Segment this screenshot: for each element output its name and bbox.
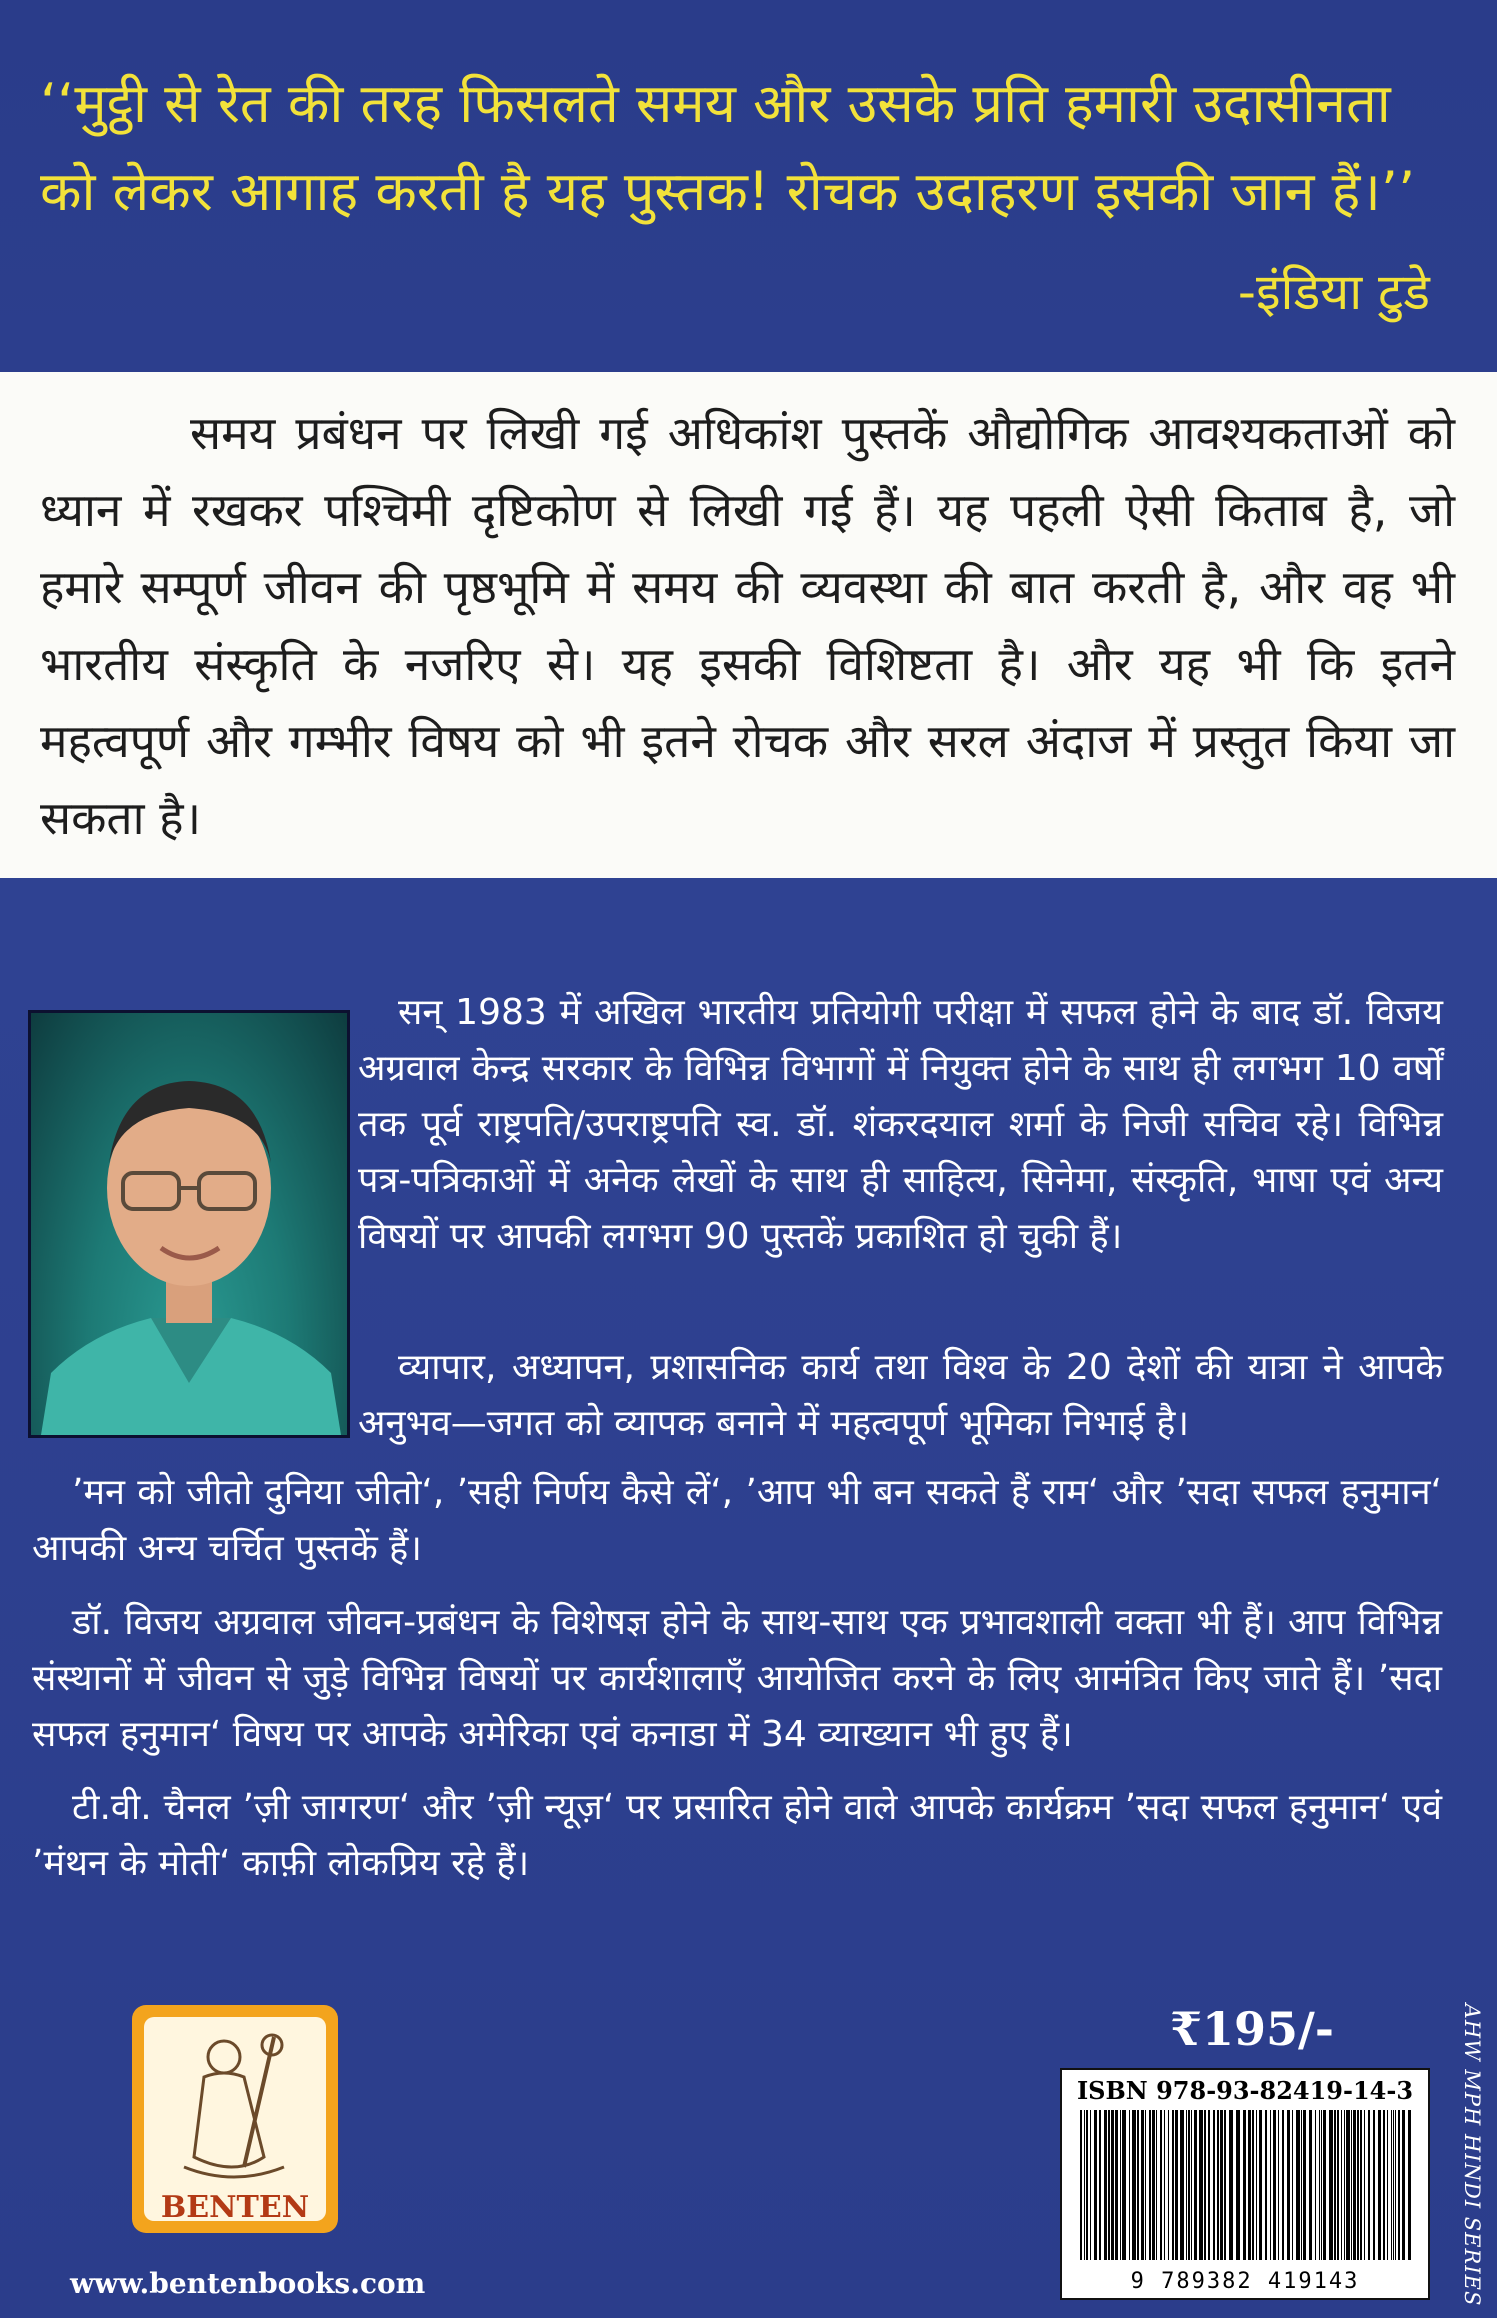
publisher-website: www.bentenbooks.com <box>70 2267 426 2300</box>
publisher-name: BENTEN <box>160 2190 310 2225</box>
isbn-label: ISBN 978-93-82419-14-3 <box>1076 2076 1414 2105</box>
author-bio-paragraph-5: टी.वी. चैनल ’ज़ी जागरण‘ और ’ज़ी न्यूज़‘ पर प्रसारित होने वाले आपके कार्यक्रम ’सदा सफल हनुमान‘ एवं ’मंथन के मोती‘ काफ़ी लोकप्रिय रहे हैं। <box>32 1787 1442 1884</box>
isbn-barcode-box <box>1060 2068 1430 2300</box>
quote-attribution: -इंडिया टुडे <box>1237 263 1430 321</box>
barcode-icon <box>1076 2110 1416 2260</box>
author-photo <box>28 1010 350 1438</box>
publisher-logo <box>132 2005 338 2233</box>
veena-player-icon <box>144 2017 326 2187</box>
blurb-text: समय प्रबंधन पर लिखी गई अधिकांश पुस्तकें औद्योगिक आवश्यकताओं को ध्यान में रखकर पश्चिमी दृष्टिकोण से लिखी गई हैं। यह पहली ऐसी किताब है, जो हमारे सम्पूर्ण जीवन की पृष्ठभूमि में समय की व्यवस्था की बात करती है, और वह भी भारतीय संस्कृति के नजरिए से। यह इसकी विशिष्टता है। और यह भी कि इतने महत्वपूर्ण और गम्भीर विषय को भी इतने रोचक और सरल अंदाज में प्रस्तुत किया जा सकता है। <box>40 406 1455 845</box>
quote-line-2: को लेकर आगाह करती है यह पुस्तक! रोचक उदाहरण इसकी जान हैं।’’ <box>40 160 1416 223</box>
author-portrait-illustration <box>31 1013 347 1435</box>
author-bio-paragraph-4: डॉ. विजय अग्रवाल जीवन-प्रबंधन के विशेषज्ञ होने के साथ-साथ एक प्रभावशाली वक्ता भी हैं। आप विभिन्न संस्थानों में जीवन से जुड़े विभिन्न विषयों पर कार्यशालाएँ आयोजित करने के लिए आमंत्रित किए जाते हैं। ’सदा सफल हनुमान‘ विषय पर आपके अमेरिका एवं कनाडा में 34 व्याख्यान भी हुए हैं। <box>32 1602 1442 1755</box>
series-label: AHW MPH HINDI SERIES <box>1460 2003 1484 2307</box>
price-label: ₹195/- <box>1170 2002 1334 2056</box>
barcode-number: 9 789382 419143 <box>1130 2269 1360 2294</box>
book-blurb <box>40 395 1455 857</box>
author-bio-paragraph-1: सन् 1983 में अखिल भारतीय प्रतियोगी परीक्षा में सफल होने के बाद डॉ. विजय अग्रवाल केन्द्र सरकार के विभिन्न विभागों में नियुक्त होने के साथ ही लगभग 10 वर्षों तक पूर्व राष्ट्रपति/उपराष्ट्रपति स्व. डॉ. शंकरदयाल शर्मा के निजी सचिव रहे। विभिन्न पत्र-पत्रिकाओं में अनेक लेखों के साथ ही साहित्य, सिनेमा, संस्कृति, भाषा एवं अन्य विषयों पर आपकी लगभग 90 पुस्तकें प्रकाशित हो चुकी हैं। <box>358 992 1443 1257</box>
quote-line-1: ‘‘मुट्ठी से रेत की तरह फिसलते समय और उसके प्रति हमारी उदासीनता <box>40 72 1391 135</box>
author-bio-paragraph-3: ’मन को जीतो दुनिया जीतो‘, ’सही निर्णय कैसे लें‘, ’आप भी बन सकते हैं राम‘ और ’सदा सफल हनुमान‘ आपकी अन्य चर्चित पुस्तकें हैं। <box>32 1472 1442 1569</box>
author-bio-paragraph-2: व्यापार, अध्यापन, प्रशासनिक कार्य तथा विश्व के 20 देशों की यात्रा ने आपके अनुभव—जगत को व्यापक बनाने में महत्वपूर्ण भूमिका निभाई है। <box>358 1347 1443 1444</box>
series-spine <box>1452 2005 1492 2305</box>
review-quote <box>40 60 1450 321</box>
